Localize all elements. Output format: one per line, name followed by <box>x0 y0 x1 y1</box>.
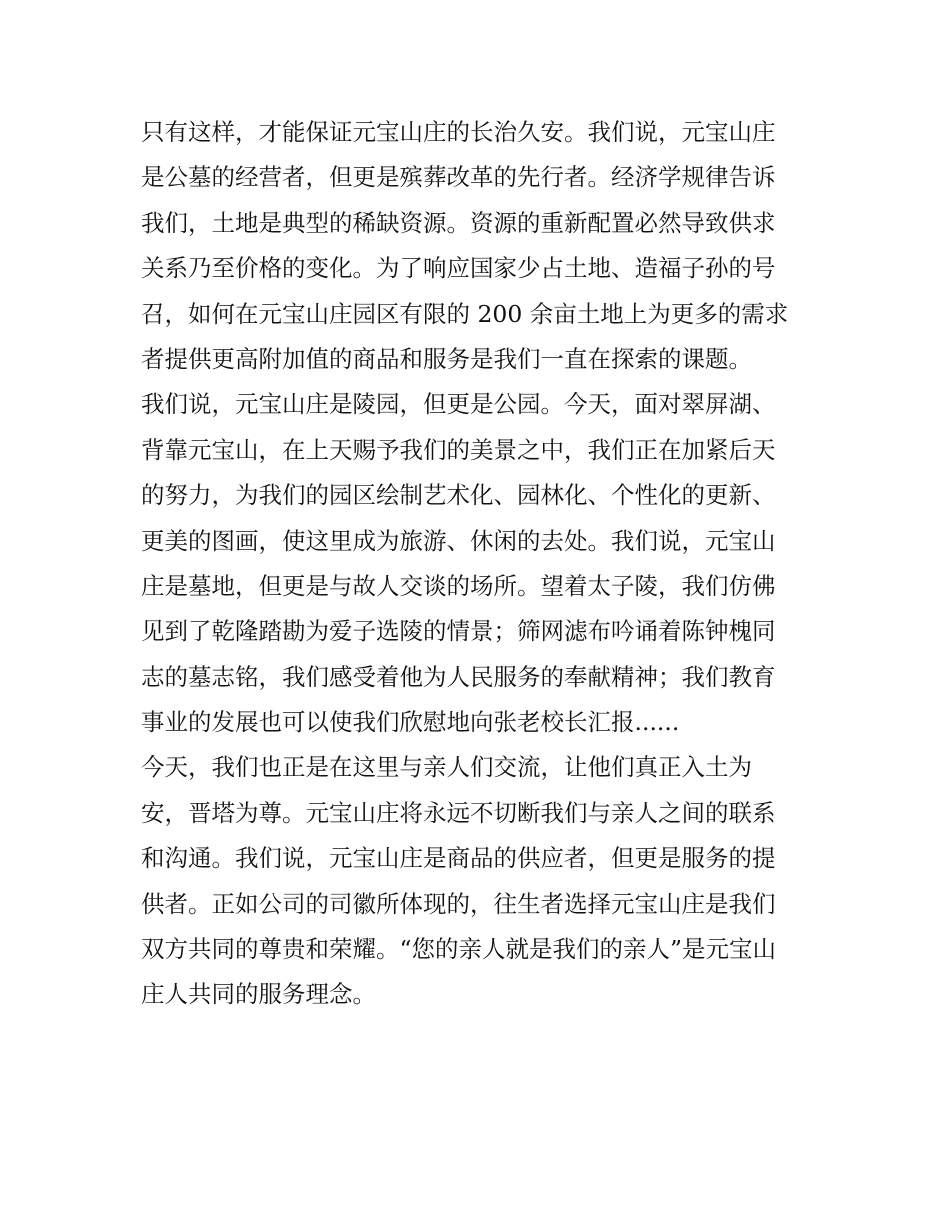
text-line: 背靠元宝山，在上天赐予我们的美景之中，我们正在加紧后天 <box>141 435 776 464</box>
text-line: 今天，我们也正是在这里与亲人们交流，让他们真正入土为 <box>141 753 752 782</box>
text-line: 双方共同的尊贵和荣耀。“您的亲人就是我们的亲人”是元宝山 <box>141 935 777 964</box>
text-line: 我们，土地是典型的稀缺资源。资源的重新配置必然导致供求 <box>141 208 776 237</box>
text-line: 见到了乾隆踏勘为爱子选陵的情景；筛网滤布吟诵着陈钟槐同 <box>141 617 776 646</box>
text-line: 安，晋塔为尊。元宝山庄将永远不切断我们与亲人之间的联系 <box>141 798 776 827</box>
text-line: 的努力，为我们的园区绘制艺术化、园林化、个性化的更新、 <box>141 481 776 510</box>
text-line: 者提供更高附加值的商品和服务是我们一直在探索的课题。 <box>141 344 752 373</box>
text-line: 召，如何在元宝山庄园区有限的 200 余亩土地上为更多的需求 <box>141 299 789 328</box>
text-line: 庄是墓地，但更是与故人交谈的场所。望着太子陵，我们仿佛 <box>141 571 776 600</box>
text-line: 是公墓的经营者，但更是殡葬改革的先行者。经济学规律告诉 <box>141 163 776 192</box>
text-line: 只有这样，才能保证元宝山庄的长治久安。我们说，元宝山庄 <box>141 118 776 146</box>
text-line: 我们说，元宝山庄是陵园，但更是公园。今天，面对翠屏湖、 <box>141 390 776 419</box>
body-text <box>141 110 821 1018</box>
text-line: 和沟通。我们说，元宝山庄是商品的供应者，但更是服务的提 <box>141 844 776 873</box>
text-line: 志的墓志铭，我们感受着他为人民服务的奉献精神；我们教育 <box>141 662 776 691</box>
text-line: 更美的图画，使这里成为旅游、休闲的去处。我们说，元宝山 <box>141 526 776 555</box>
text-line: 事业的发展也可以使我们欣慰地向张老校长汇报...... <box>141 708 680 737</box>
text-line: 供者。正如公司的司徽所体现的，往生者选择元宝山庄是我们 <box>141 889 776 918</box>
text-line: 关系乃至价格的变化。为了响应国家少占土地、造福子孙的号 <box>141 254 776 283</box>
text-line: 庄人共同的服务理念。 <box>141 980 376 1009</box>
